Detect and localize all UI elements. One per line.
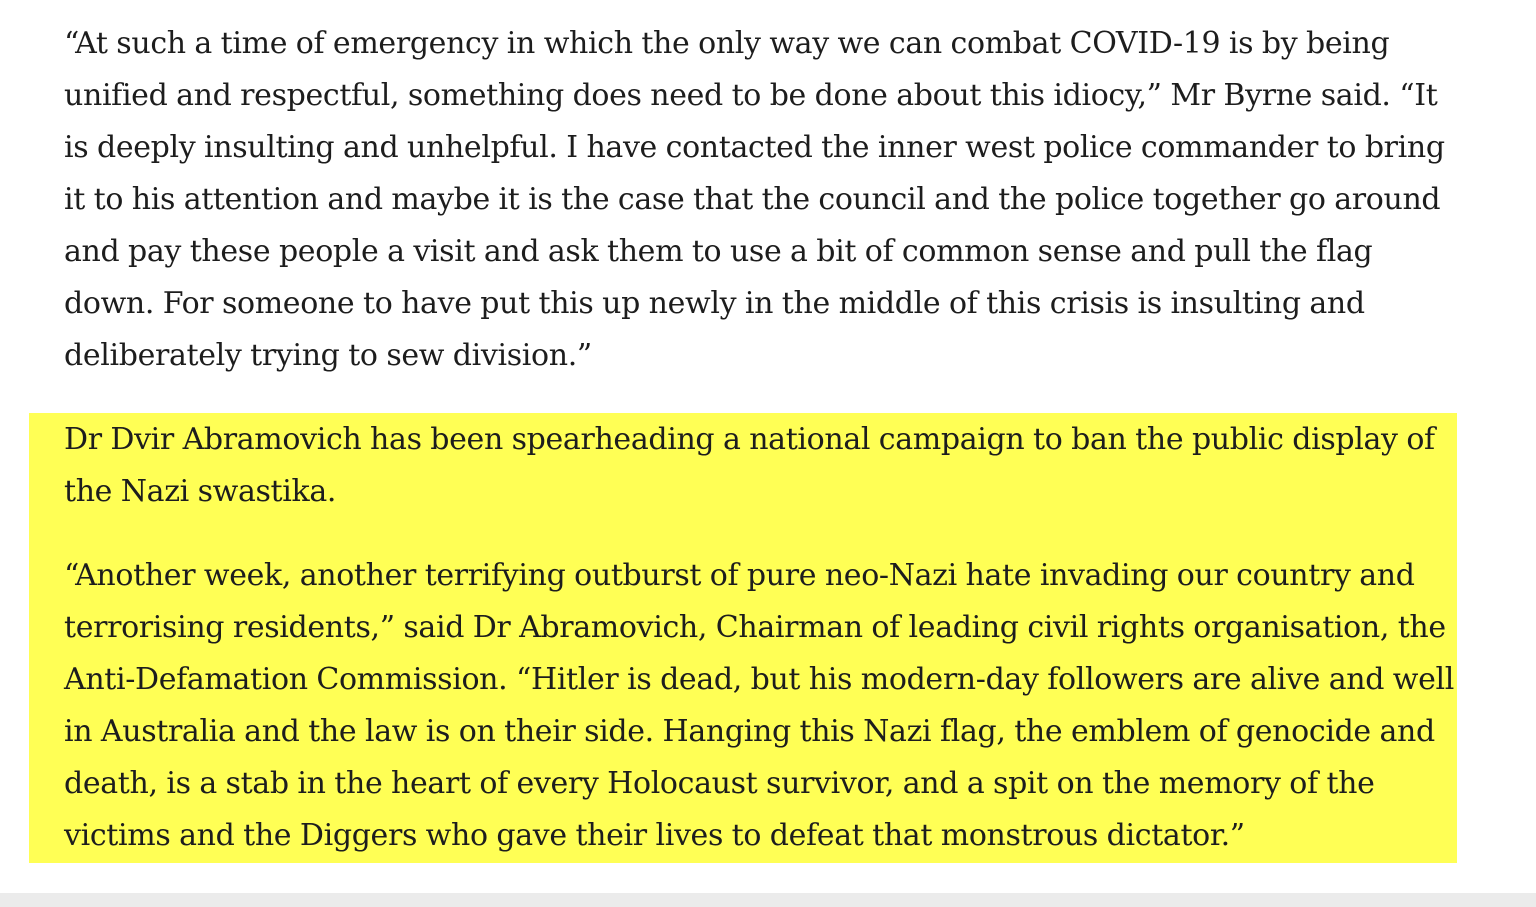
paragraph-abramovich-campaign: Dr Dvir Abramovich has been spearheading a national campaign to ban the public display of the Nazi swastika.: [64, 422, 1435, 509]
quote-paragraph-abramovich: “Another week, another terrifying outburst of pure neo-Nazi hate invading our country and terrorising residents,” said Dr Abramovich, Chairman of leading civil rights organisation, the Anti-Defamation Commission. “Hitler is dead, but his modern-day followers are alive and well in Australia and the law is on their side. Hanging this Nazi flag, the emblem of genocide and death, is a stab in the heart of every Holocaust survivor, and a spit on the memory of the victims and the Diggers who gave their lives to defeat that monstrous dictator.”: [64, 558, 1454, 853]
quote-paragraph-byrne: “At such a time of emergency in which the only way we can combat COVID-19 is by being unified and respectful, something does need to be done about this idiocy,” Mr Byrne said. “It is deeply insulting and unhelpful. I have contacted the inner west police commander to bring it to his attention and maybe it is the case that the council and the police together go around and pay these people a visit and ask them to use a bit of common sense and pull the flag down. For someone to have put this up newly in the middle of this crisis is insulting and deliberately trying to sew division.”: [64, 26, 1445, 373]
page-bottom-divider: [0, 893, 1536, 907]
